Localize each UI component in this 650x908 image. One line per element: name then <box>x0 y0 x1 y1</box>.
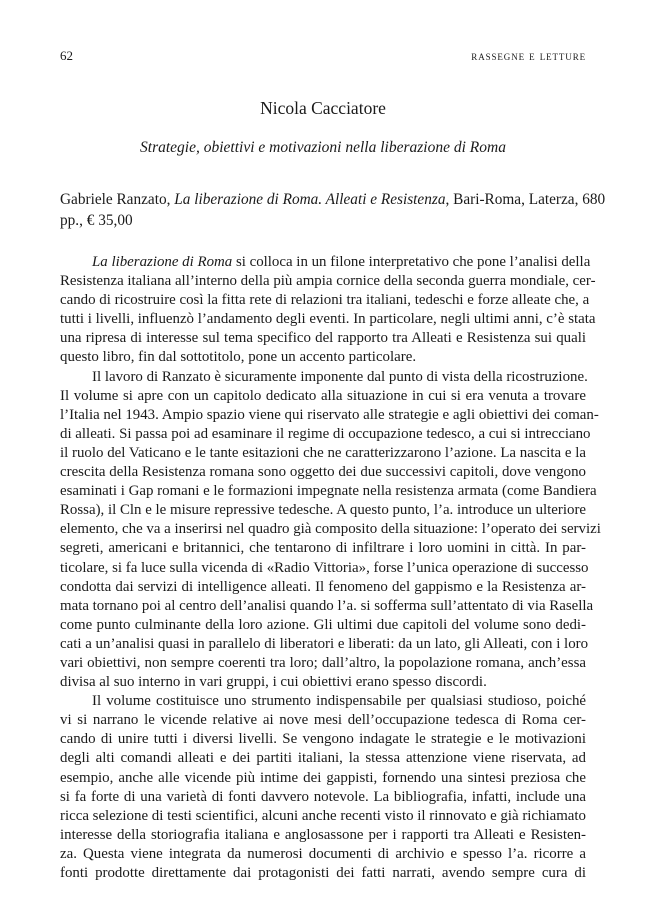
line-text: Resistenza italiana all’interno della più ampia cornice della seconda guerra mondiale, cer- <box>60 273 596 290</box>
text-line <box>60 368 586 387</box>
text-line <box>60 673 586 692</box>
page <box>60 48 606 883</box>
text-line <box>60 520 601 539</box>
text-line <box>60 635 589 654</box>
text-line <box>60 692 586 711</box>
line-text: Rossa), il Cln e le misure repressive tedesche. A questo punto, l’a. introduce un ulteriore <box>60 502 587 519</box>
text-line <box>60 616 586 635</box>
line-text: cati a un’analisi quasi in parallelo di liberatori e liberati: da un lato, gli Alleati, con i loro <box>60 635 589 652</box>
article-title: Strategie, obiettivi e motivazioni nella liberazione di Roma <box>140 139 506 156</box>
line-text: vari obiettivi, non sempre coerenti tra loro; dall’altro, la popolazione romana, anch’essa <box>60 654 586 671</box>
text-line <box>60 406 599 425</box>
line-text: cando di unire tutti i diversi livelli. Se vengono indagate le strategie e le motivazioni <box>60 731 586 748</box>
line-text: Il volume costituisce uno strumento indispensabile per qualsiasi studioso, poiché <box>92 693 586 710</box>
text-line <box>60 845 586 864</box>
text-line <box>60 482 597 501</box>
line-text: come punto culminante della loro azione. Gli ultimi due capitoli del volume sono dedi- <box>60 616 586 633</box>
book-title: La liberazione di Roma. Alleati e Resistenza <box>174 191 446 208</box>
line-text: tutti i livelli, influenzò l’andamento degli eventi. In particolare, negli ultimi anni, c’è stata <box>60 311 596 328</box>
line-text: condotta dai servizi di intelligence alleati. Il fenomeno del gappismo e la Resistenza ar- <box>60 578 586 595</box>
line-text: esempio, anche alle vicende più intime dei gappisti, fornendo una sintesi preziosa che <box>60 769 586 786</box>
line-text: degli alti comandi alleati e dei partiti italiani, la stessa attenzione viene riservata, ad <box>60 750 586 767</box>
text-line <box>60 826 586 845</box>
line-text: interesse della storiografia italiana e anglosassone per i rapporti tra Alleati e Resisten- <box>60 826 586 843</box>
line-text: elemento, che va a inserirsi nel quadro già composito della situazione: l’operato dei servizi <box>60 521 601 538</box>
text-line <box>60 425 591 444</box>
text-line <box>60 749 586 768</box>
text-line <box>60 788 586 807</box>
line-text: questo libro, fin dal sottotitolo, pone un accento particolare. <box>60 349 417 366</box>
line-text: crescita della Resistenza romana sono oggetto dei due successivi capitoli, dove vengono <box>60 464 586 481</box>
text-line <box>60 310 596 329</box>
body-paragraph <box>60 253 596 368</box>
text-line <box>60 730 586 749</box>
text-line <box>60 387 586 406</box>
text-line <box>60 654 586 673</box>
text-line <box>60 329 586 348</box>
text-line <box>60 807 586 826</box>
line-text: segreti, americani e britannici, che tentarono di infiltrare i loro uomini in città. In par- <box>60 540 586 557</box>
line-text: esaminati i Gap romani e le formazioni impegnate nella resistenza armata (come Bandiera <box>60 483 597 500</box>
line-text: divisa al suo interno in vari gruppi, i cui obiettivi erano spesso discordi. <box>60 674 487 691</box>
text-line <box>60 864 586 883</box>
line-text: di alleati. Si passa poi ad esaminare il regime di occupazione tedesco, a cui si intrecciano <box>60 425 591 442</box>
text-line <box>60 501 586 520</box>
line-text: una ripresa di interesse sul tema specifico del rapporto tra Alleati e Resistenza sui quali <box>60 330 586 347</box>
line-text: vi si narrano le vicende relative ai nove mesi dell’occupazione tedesca di Roma cer- <box>60 712 586 729</box>
line-text: l’Italia nel 1943. Ampio spazio viene qui riservato alle strategie e agli obiettivi dei coman- <box>60 406 599 423</box>
body-paragraph <box>60 692 586 883</box>
book-details-price: pp., € 35,00 <box>60 212 133 229</box>
book-details: , Bari-Roma, Laterza, 680 <box>445 191 606 208</box>
italic-book-title: La liberazione di Roma <box>92 254 233 270</box>
running-head: rassegne e letture <box>471 48 586 63</box>
article-author: Nicola Cacciatore <box>260 98 386 118</box>
text-line <box>60 272 596 291</box>
line-text: mata tornano poi al centro dell’analisi quando l’a. si sofferma sull’attentato di via Rasella <box>60 597 594 614</box>
text-line <box>60 539 586 558</box>
text-line <box>60 253 591 272</box>
line-text: Il lavoro di Ranzato è sicuramente imponente dal punto di vista della ricostruzione. <box>92 368 588 385</box>
line-text: si fa forte di una varietà di fonti davvero notevole. La bibliografia, infatti, include una <box>60 788 586 805</box>
line-text: za. Questa viene integrata da numerosi documenti di archivio e spesso l’a. ricorre a <box>60 845 586 862</box>
line-text: ricca selezione di testi scientifici, alcuni anche recenti visto il rinnovato e già richiamato <box>60 807 586 824</box>
line-text: il ruolo del Vaticano e le tante esitazioni che ne caratterizzarono l’azione. La nascita e la <box>60 444 586 461</box>
line-text: fonti prodotte direttamente dai protagonisti dei fatti narrati, avendo sempre cura di <box>60 865 586 881</box>
text-line <box>60 291 590 310</box>
line-text: Il volume si apre con un capitolo dedicato alla situazione in cui si era venuta a trovare <box>60 387 586 404</box>
book-author: Gabriele Ranzato, <box>60 191 175 208</box>
line-text: ticolare, si fa luce sulla vicenda di «Radio Vittoria», forse l’unica operazione di successo <box>60 559 589 576</box>
book-citation <box>60 189 606 231</box>
line-text: si colloca in un filone interpretativo che pone l’analisi della <box>232 254 591 270</box>
article-body <box>60 253 601 883</box>
text-line <box>60 559 589 578</box>
text-line <box>60 444 586 463</box>
text-line <box>60 711 586 730</box>
page-number: 62 <box>60 48 73 63</box>
line-text: cando di ricostruire così la fitta rete di relazioni tra italiani, tedeschi e forze alleate che, a <box>60 292 590 309</box>
text-line <box>60 769 586 788</box>
text-line <box>60 578 586 597</box>
text-line <box>60 463 586 482</box>
text-line <box>60 597 594 616</box>
text-line <box>60 348 586 367</box>
page-header <box>60 48 586 64</box>
body-paragraph <box>60 368 601 693</box>
